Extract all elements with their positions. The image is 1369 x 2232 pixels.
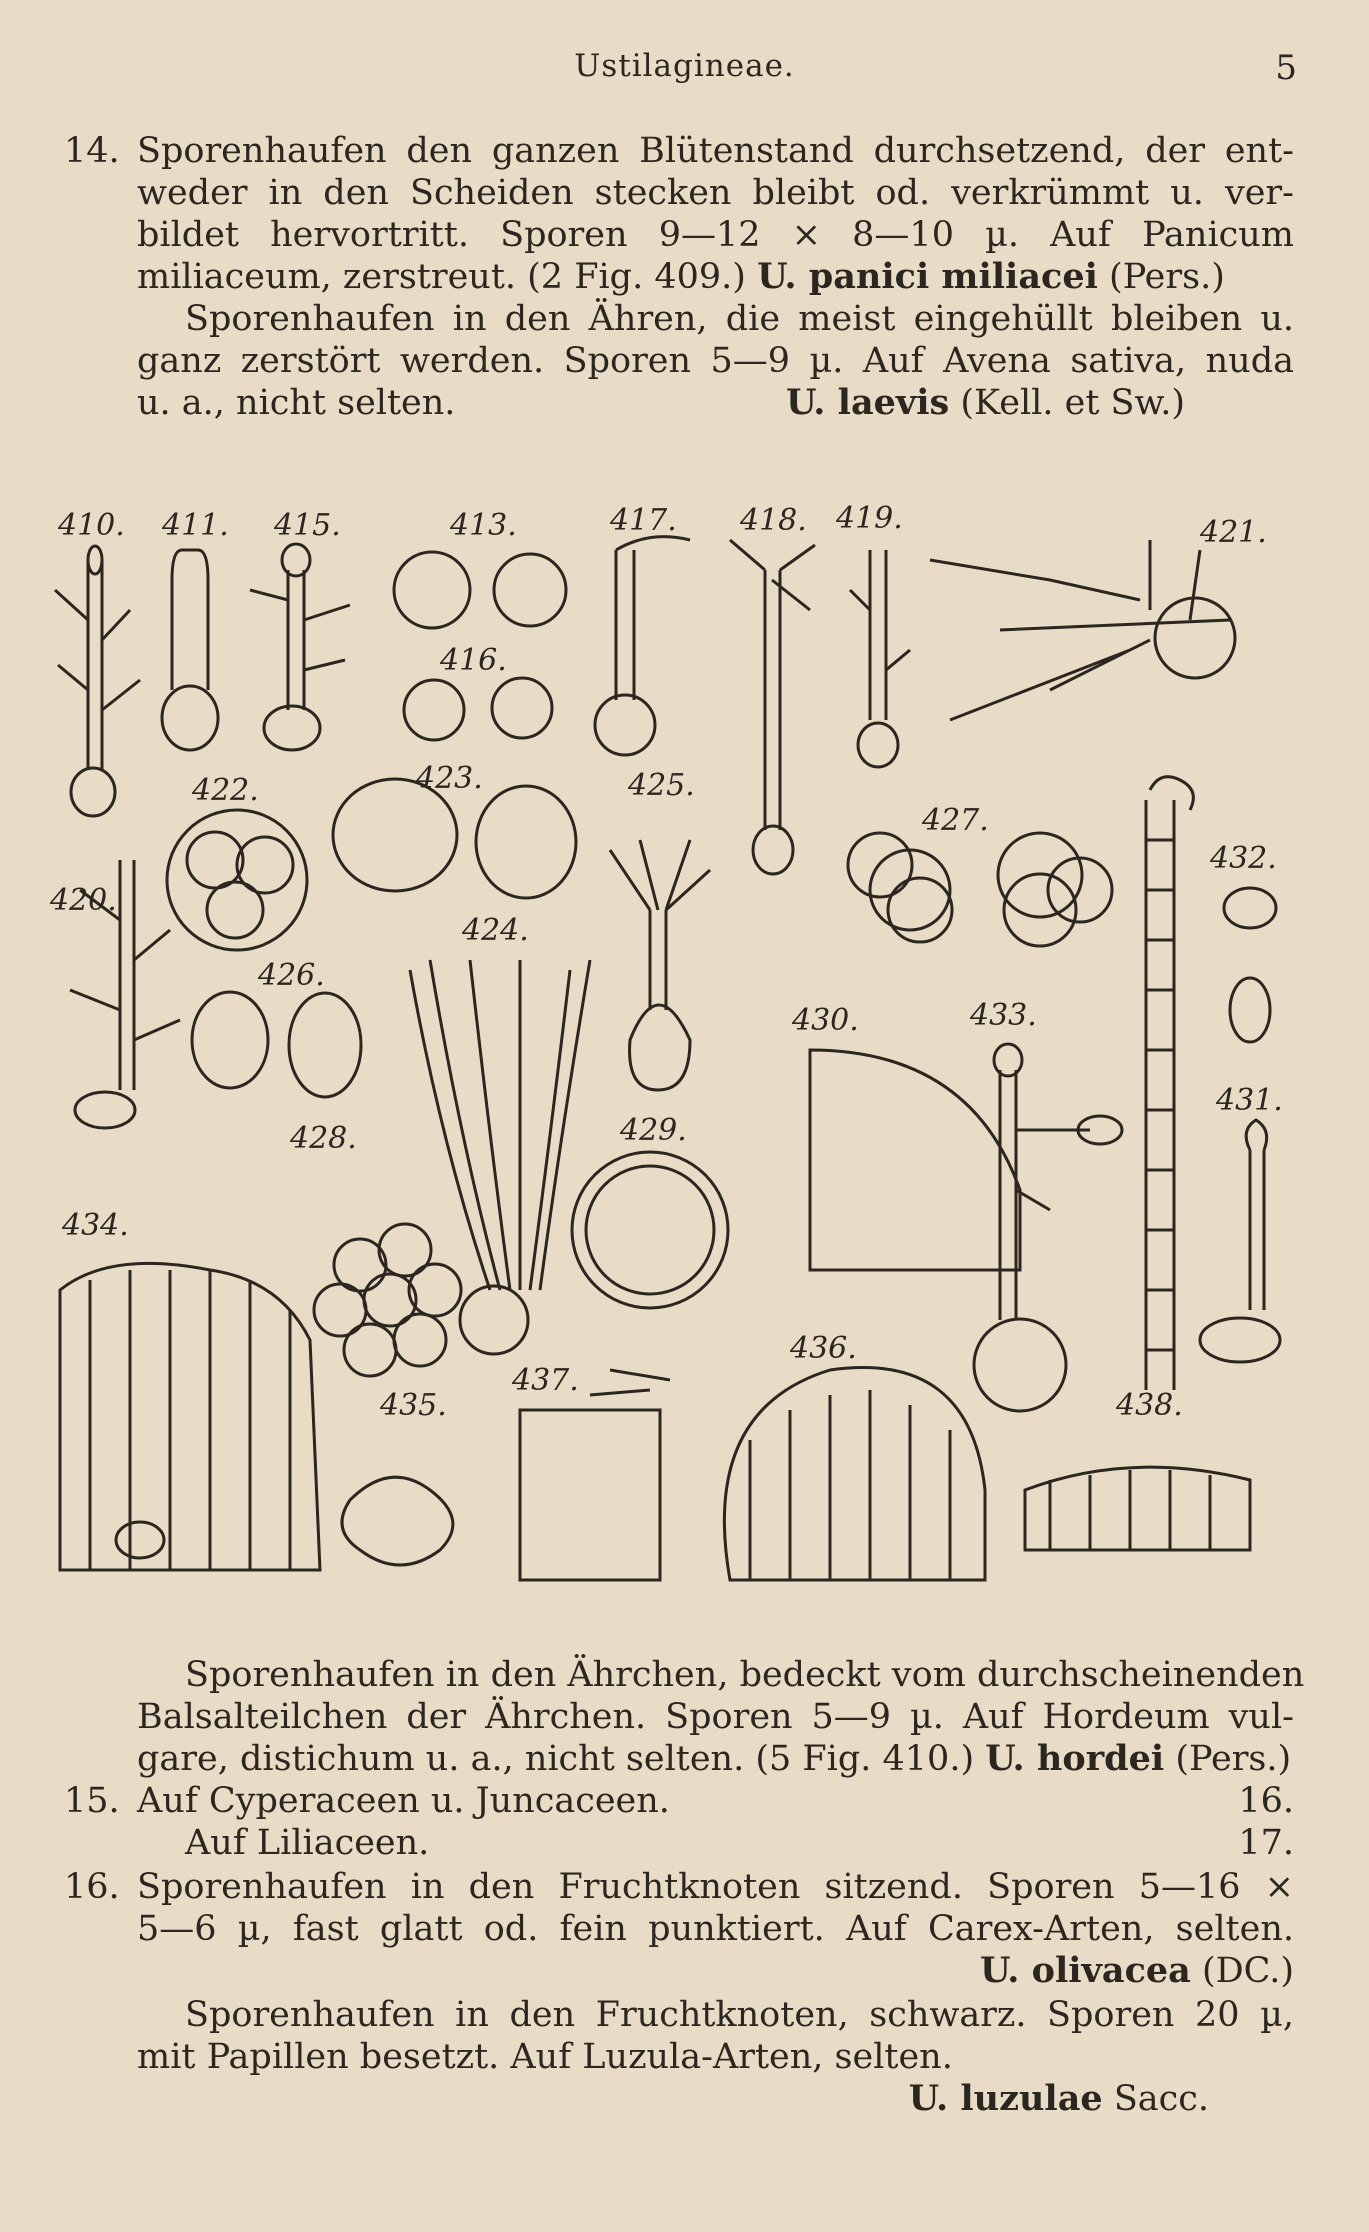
figure-425 (610, 840, 710, 1090)
figure-label: 420. (50, 883, 117, 918)
figure-418 (730, 540, 815, 874)
text-line (137, 1738, 1291, 1780)
figure-label: 413. (450, 508, 517, 543)
figure-label: 432. (1210, 841, 1277, 876)
figure-435 (342, 1477, 453, 1565)
figure-label: 438. (1116, 1388, 1183, 1423)
figure-417 (595, 537, 690, 755)
figure-label: 424. (462, 913, 529, 948)
figure-label: 428. (290, 1121, 357, 1156)
figure-label: 419. (836, 501, 903, 536)
figure-label: 429. (620, 1113, 687, 1148)
running-title: Ustilagineae. (574, 48, 795, 84)
text-line: Sporenhaufen in den Ähren, die meist eingehüllt bleiben u. (185, 299, 1294, 339)
species-author: Sacc. (1113, 2079, 1209, 2119)
figure-432 (1224, 888, 1276, 1042)
figure-label: 418. (740, 503, 807, 538)
figure-423 (333, 779, 576, 898)
figure-label: 411. (162, 508, 229, 543)
figure-label: 437. (512, 1363, 579, 1398)
figure-428 (314, 1224, 461, 1376)
figure-431 (1200, 1120, 1280, 1362)
figure-415 (250, 544, 350, 750)
figure-label: 434. (62, 1208, 129, 1243)
figure-label: 416. (440, 643, 507, 678)
figure-419 (850, 550, 910, 767)
figure-426 (192, 992, 361, 1097)
figure-411 (162, 550, 218, 750)
lead-reference: 16. (1238, 1781, 1294, 1821)
text-line (909, 2078, 1209, 2120)
figure-413 (394, 552, 566, 628)
figure-label: 421. (1200, 515, 1267, 550)
species-author: (DC.) (1201, 1951, 1294, 1991)
figure-422 (167, 810, 307, 950)
figure-427 (848, 833, 1112, 946)
figure-label: 425. (628, 768, 695, 803)
figure-424 (410, 960, 590, 1354)
text-line: Balsalteilchen der Ährchen. Sporen 5—9 µ. Auf Hordeum vul- (137, 1697, 1294, 1737)
figure-label: 417. (610, 503, 677, 538)
figure-416 (404, 678, 552, 740)
page-header (0, 48, 1369, 98)
figure-421 (930, 540, 1235, 720)
text-line: Sporenhaufen in den Fruchtknoten sitzend. Sporen 5—16 × (137, 1867, 1294, 1907)
text-fragment: gare, distichum u. a., nicht selten. (5 Fig. 410.) (137, 1739, 975, 1779)
figure-label: 431. (1216, 1083, 1283, 1118)
figure-434 (60, 1263, 320, 1570)
page-number: 5 (1275, 48, 1297, 88)
text-line: Auf Liliaceen. (185, 1823, 430, 1863)
species-name: U. olivacea (979, 1950, 1191, 1991)
text-line (980, 1950, 1294, 1992)
item-number: 16. (64, 1867, 120, 1907)
text-fragment: miliaceum, zerstreut. (2 Fig. 409.) (137, 257, 746, 297)
text-line (786, 382, 1185, 424)
figure-label: 423. (416, 761, 483, 796)
figure-label: 426. (258, 958, 325, 993)
figure-label: 415. (274, 508, 341, 543)
figure-plate (50, 490, 1310, 1600)
figure-438 (1025, 1467, 1250, 1550)
figure-433 (974, 1044, 1122, 1411)
text-line: u. a., nicht selten. (137, 383, 456, 423)
item-number: 14. (64, 131, 120, 171)
species-name: U. luzulae (908, 2078, 1103, 2119)
figure-label: 410. (58, 508, 125, 543)
species-author: (Pers.) (1175, 1739, 1292, 1779)
text-line: 5—6 µ, fast glatt od. fein punktiert. Auf Carex-Arten, selten. (137, 1909, 1294, 1949)
figure-chain (1146, 777, 1193, 1390)
figure-430 (810, 1050, 1020, 1270)
figure-label: 436. (790, 1331, 857, 1366)
species-name: U. laevis (786, 382, 950, 423)
figure-436 (724, 1368, 985, 1581)
lead-reference: 17. (1238, 1823, 1294, 1863)
figure-label: 422. (192, 773, 259, 808)
figure-410 (55, 546, 140, 816)
figure-label: 435. (380, 1388, 447, 1423)
text-line: ganz zerstört werden. Sporen 5—9 µ. Auf Avena sativa, nuda (137, 341, 1294, 381)
text-line (137, 256, 1225, 298)
text-line: Auf Cyperaceen u. Juncaceen. (137, 1781, 670, 1821)
species-author: (Pers.) (1109, 257, 1225, 297)
text-line: Sporenhaufen in den Ährchen, bedeckt vom durchscheinenden (185, 1655, 1305, 1695)
figure-437 (520, 1370, 670, 1580)
text-line: bildet hervortritt. Sporen 9—12 × 8—10 µ. Auf Panicum (137, 215, 1294, 255)
text-line: Sporenhaufen in den Fruchtknoten, schwarz. Sporen 20 µ, (185, 1995, 1294, 2035)
text-line: mit Papillen besetzt. Auf Luzula-Arten, selten. (137, 2037, 953, 2077)
figure-label: 427. (922, 803, 989, 838)
text-line: weder in den Scheiden stecken bleibt od. verkrümmt u. ver- (137, 173, 1294, 213)
species-name: U. hordei (985, 1738, 1165, 1779)
species-author: (Kell. et Sw.) (960, 383, 1186, 423)
figure-label: 430. (792, 1003, 859, 1038)
figure-429 (572, 1152, 728, 1308)
figure-label: 433. (970, 998, 1037, 1033)
item-number: 15. (64, 1781, 120, 1821)
text-line: Sporenhaufen den ganzen Blütenstand durchsetzend, der ent- (137, 131, 1294, 171)
species-name: U. panici miliacei (757, 256, 1098, 297)
